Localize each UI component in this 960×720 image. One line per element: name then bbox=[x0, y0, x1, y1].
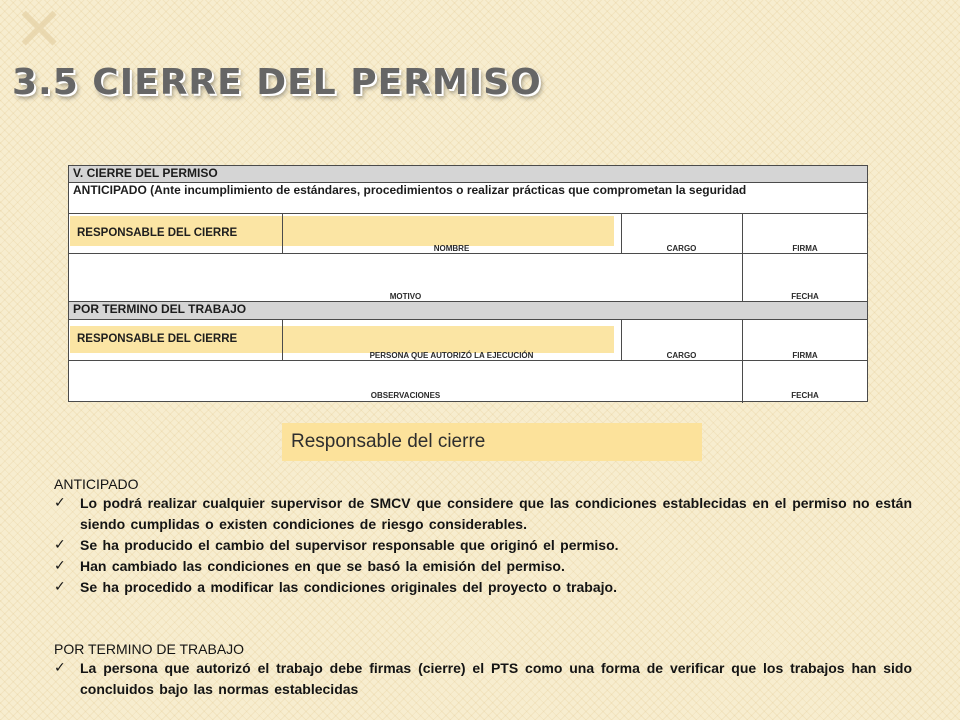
list-item: ✓ Se ha producido el cambio del supervisor responsable que originó el permiso. bbox=[54, 535, 912, 556]
anticipado-section bbox=[54, 476, 912, 598]
fecha-label-1: FECHA bbox=[791, 292, 819, 301]
permit-closure-form bbox=[68, 165, 868, 402]
check-icon: ✓ bbox=[54, 660, 66, 676]
termino-section bbox=[54, 641, 912, 700]
responsable-highlight: Responsable del cierre bbox=[282, 423, 702, 461]
persona-autorizo-label: PERSONA QUE AUTORIZÓ LA EJECUCIÓN bbox=[369, 351, 534, 360]
cargo-label-2: CARGO bbox=[666, 351, 697, 360]
check-icon: ✓ bbox=[54, 495, 66, 511]
form-section-title: V. CIERRE DEL PERMISO bbox=[69, 166, 867, 182]
responsable-label-1: RESPONSABLE DEL CIERRE bbox=[77, 227, 238, 239]
list-item: ✓ Han cambiado las condiciones en que se basó la emisión del permiso. bbox=[54, 556, 912, 577]
check-icon: ✓ bbox=[54, 558, 66, 574]
fecha-field-2[interactable] bbox=[743, 361, 868, 391]
motivo-label: MOTIVO bbox=[389, 292, 422, 301]
motivo-field[interactable] bbox=[69, 254, 742, 290]
page-title: 3.5 CIERRE DEL PERMISO bbox=[12, 62, 542, 103]
responsable-label-2: RESPONSABLE DEL CIERRE bbox=[77, 333, 238, 345]
firma-label-1: FIRMA bbox=[792, 244, 818, 253]
fecha-field-1[interactable] bbox=[743, 254, 868, 290]
check-icon: ✓ bbox=[54, 579, 66, 595]
check-icon: ✓ bbox=[54, 537, 66, 553]
list-item: ✓ La persona que autorizó el trabajo debe firmas (cierre) el PTS como una forma de verificar que los trabajos han sido concluidos bajo las normas establecidas bbox=[54, 660, 912, 697]
list-item: ✓ Lo podrá realizar cualquier supervisor de SMCV que considere que las condiciones establecidas en el permiso no están siendo cumplidas o existen condiciones de riesgo considerables. bbox=[54, 495, 912, 532]
firma-label-2: FIRMA bbox=[792, 351, 818, 360]
anticipado-heading: ANTICIPADO bbox=[54, 476, 139, 492]
list-item: ✓ Se ha procedido a modificar las condiciones originales del proyecto o trabajo. bbox=[54, 577, 912, 598]
termino-heading: POR TERMINO DE TRABAJO bbox=[54, 641, 245, 657]
form-termino-header: POR TERMINO DEL TRABAJO bbox=[69, 302, 867, 319]
x-mark-icon: ✕ bbox=[14, 0, 65, 65]
fecha-label-2: FECHA bbox=[791, 391, 819, 400]
observaciones-label: OBSERVACIONES bbox=[370, 391, 441, 400]
nombre-label: NOMBRE bbox=[433, 244, 470, 253]
cargo-label-1: CARGO bbox=[666, 244, 697, 253]
observaciones-field[interactable] bbox=[69, 361, 742, 391]
form-anticipado-header: ANTICIPADO (Ante incumplimiento de estándares, procedimientos o realizar prácticas que comprometan la seguridad bbox=[73, 183, 747, 197]
